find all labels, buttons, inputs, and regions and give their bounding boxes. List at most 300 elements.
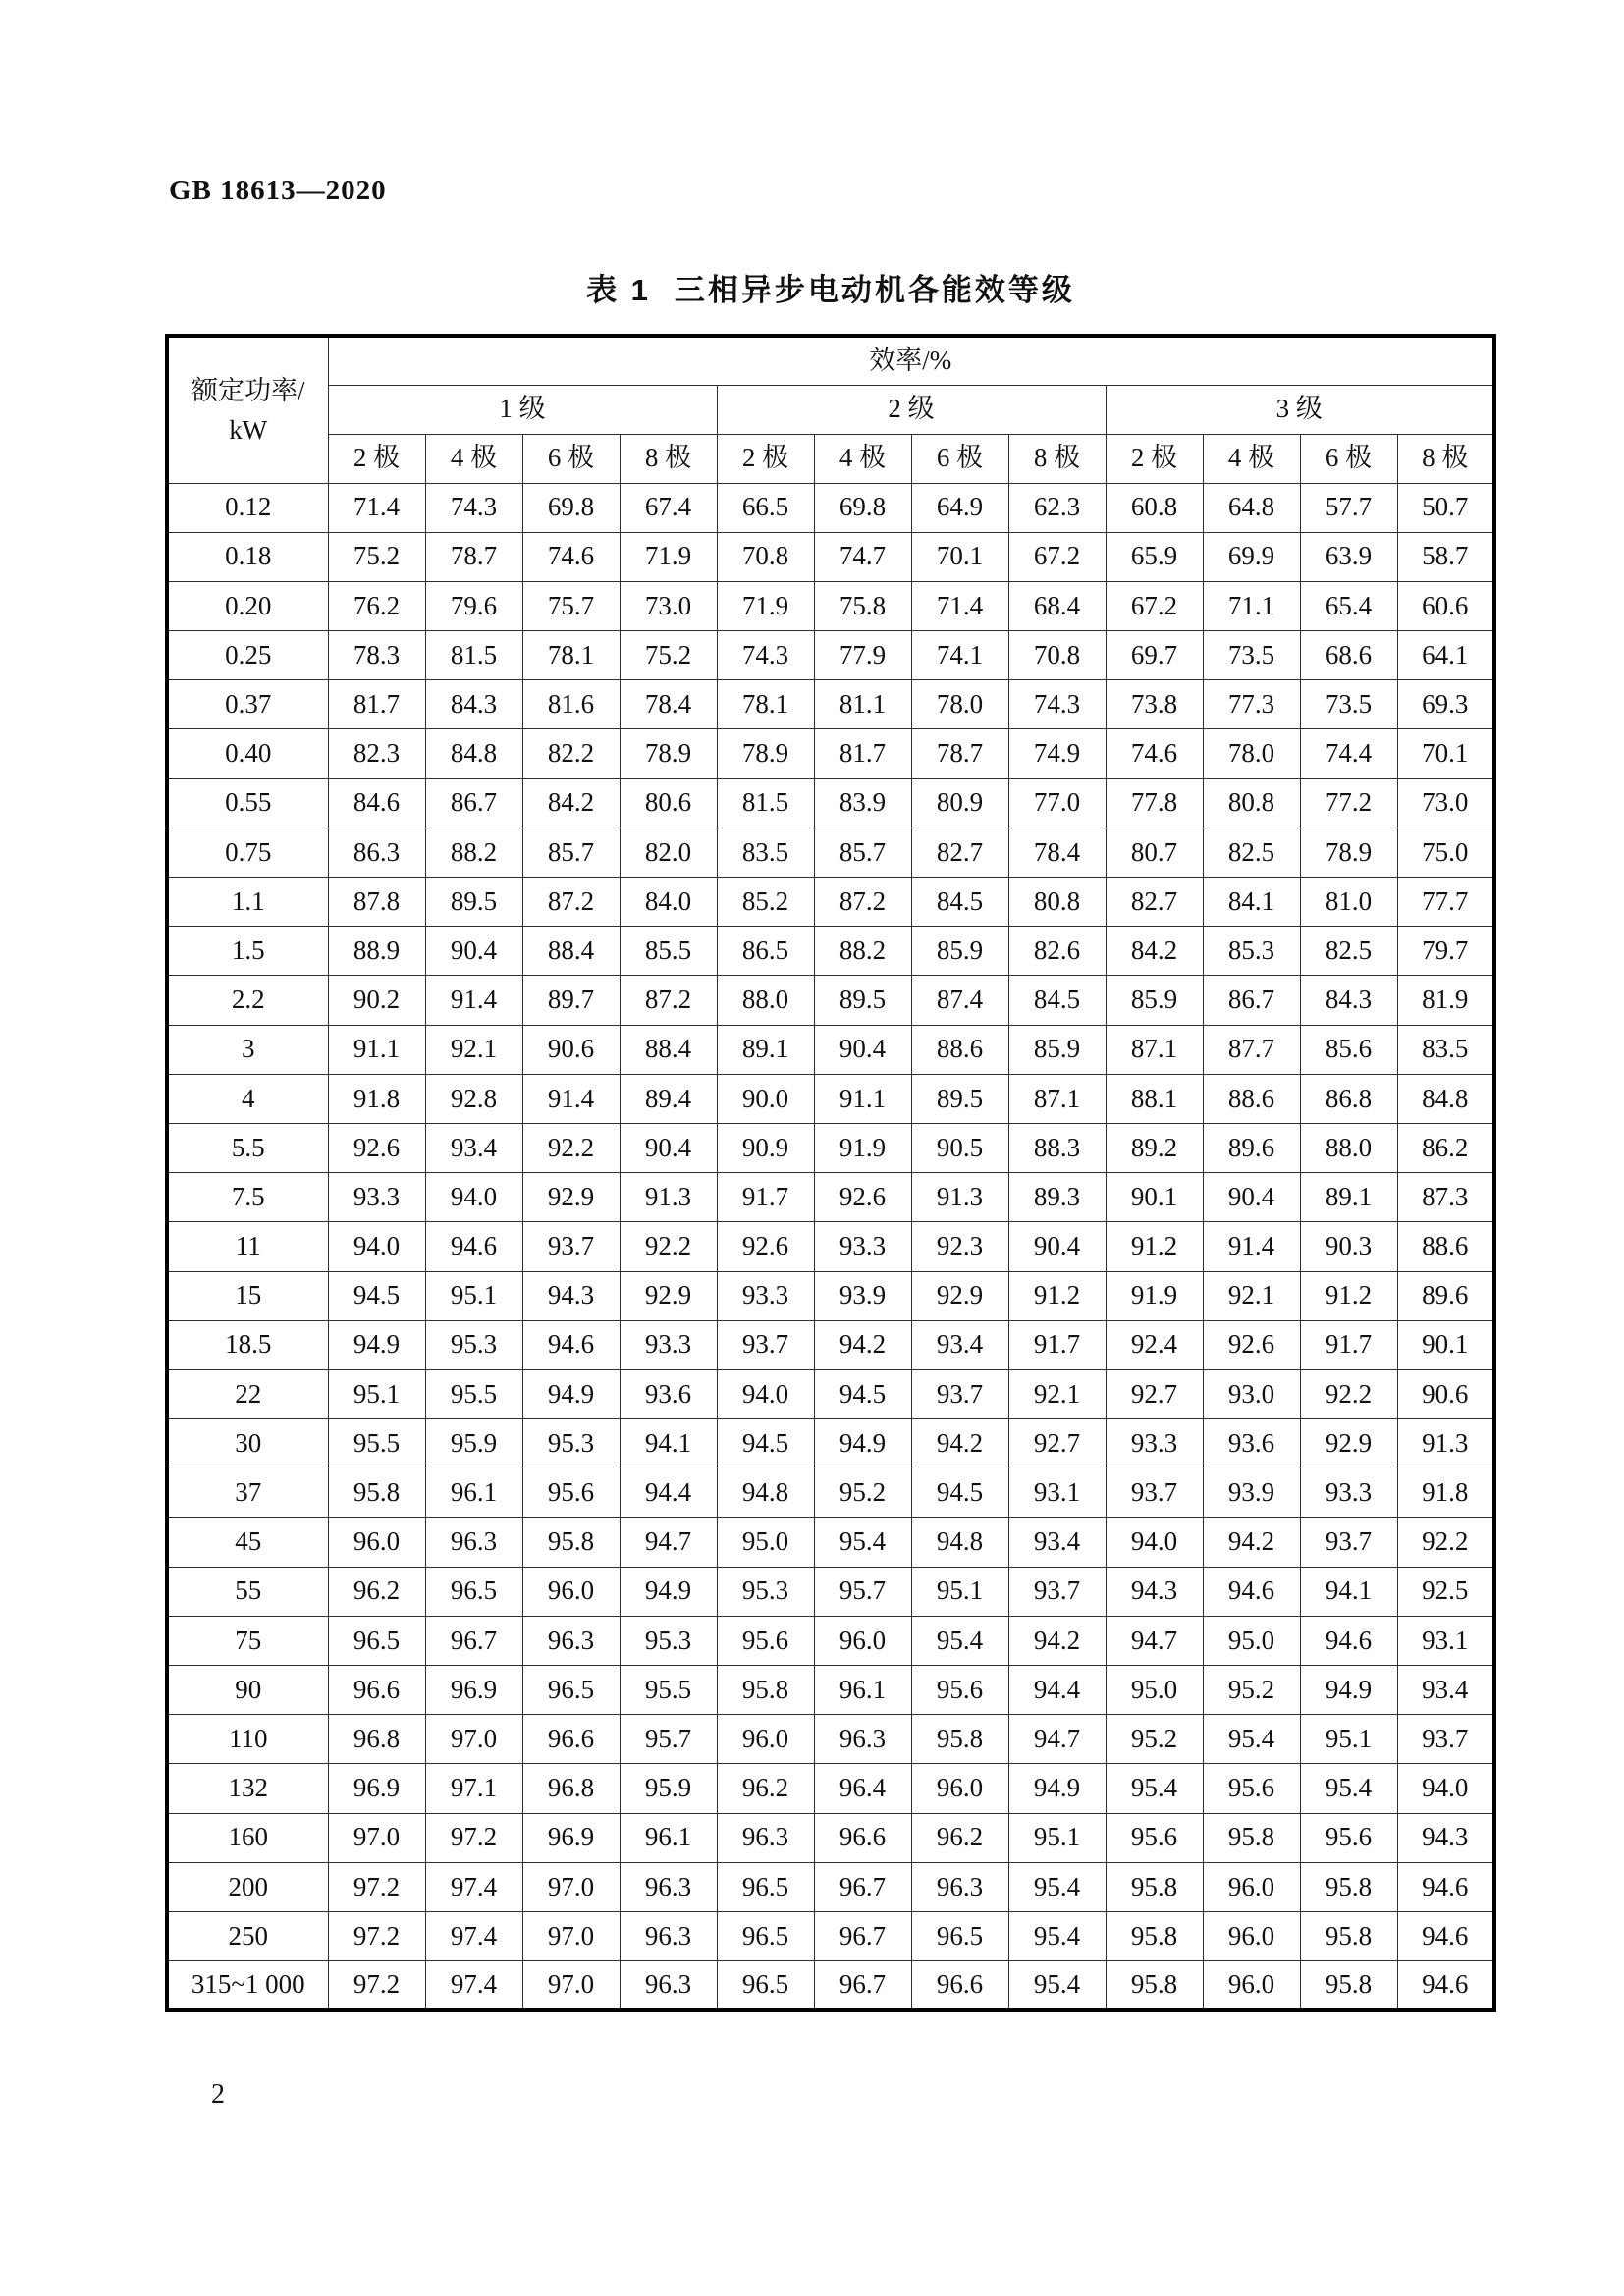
efficiency-value-cell: 96.0 [1203, 1961, 1300, 2010]
efficiency-value-cell: 97.2 [328, 1862, 425, 1911]
efficiency-value-cell: 85.7 [814, 828, 911, 877]
efficiency-value-cell: 95.4 [1203, 1715, 1300, 1764]
efficiency-value-cell: 96.3 [717, 1813, 814, 1862]
table-row [167, 1320, 1494, 1369]
efficiency-value-cell: 92.4 [1106, 1320, 1203, 1369]
efficiency-value-cell: 92.6 [1203, 1320, 1300, 1369]
efficiency-value-cell: 82.6 [1008, 927, 1106, 976]
efficiency-value-cell: 97.0 [522, 1862, 620, 1911]
efficiency-value-cell: 91.3 [911, 1173, 1008, 1222]
efficiency-value-cell: 82.7 [1106, 878, 1203, 927]
power-cell: 37 [167, 1468, 328, 1518]
table-row [167, 1862, 1494, 1911]
table-row [167, 1369, 1494, 1418]
efficiency-value-cell: 81.1 [814, 680, 911, 729]
efficiency-value-cell: 93.7 [1106, 1468, 1203, 1518]
efficiency-value-cell: 87.4 [911, 976, 1008, 1025]
efficiency-value-cell: 96.0 [328, 1518, 425, 1567]
efficiency-value-cell: 85.7 [522, 828, 620, 877]
efficiency-value-cell: 93.7 [522, 1222, 620, 1271]
efficiency-value-cell: 69.7 [1106, 631, 1203, 680]
efficiency-value-cell: 88.0 [1300, 1123, 1397, 1172]
power-cell: 160 [167, 1813, 328, 1862]
power-cell: 30 [167, 1419, 328, 1468]
power-cell: 15 [167, 1271, 328, 1320]
efficiency-value-cell: 89.6 [1397, 1271, 1494, 1320]
efficiency-value-cell: 92.2 [1397, 1518, 1494, 1567]
efficiency-value-cell: 96.5 [911, 1911, 1008, 1960]
efficiency-value-cell: 77.8 [1106, 778, 1203, 828]
efficiency-value-cell: 95.8 [522, 1518, 620, 1567]
page-number: 2 [211, 2079, 225, 2109]
efficiency-value-cell: 83.5 [717, 828, 814, 877]
efficiency-value-cell: 74.3 [1008, 680, 1106, 729]
power-cell: 250 [167, 1911, 328, 1960]
efficiency-value-cell: 87.2 [620, 976, 717, 1025]
efficiency-value-cell: 71.9 [717, 581, 814, 630]
efficiency-value-cell: 80.6 [620, 778, 717, 828]
efficiency-value-cell: 96.3 [911, 1862, 1008, 1911]
efficiency-value-cell: 95.8 [328, 1468, 425, 1518]
efficiency-value-cell: 85.9 [911, 927, 1008, 976]
header-row-poles [167, 434, 1494, 483]
table-row [167, 1616, 1494, 1665]
efficiency-value-cell: 80.9 [911, 778, 1008, 828]
efficiency-value-cell: 92.9 [1300, 1419, 1397, 1468]
efficiency-value-cell: 95.2 [814, 1468, 911, 1518]
efficiency-value-cell: 90.1 [1397, 1320, 1494, 1369]
efficiency-value-cell: 91.4 [1203, 1222, 1300, 1271]
efficiency-value-cell: 93.3 [620, 1320, 717, 1369]
efficiency-value-cell: 89.7 [522, 976, 620, 1025]
efficiency-value-cell: 96.5 [522, 1666, 620, 1715]
efficiency-value-cell: 86.5 [717, 927, 814, 976]
efficiency-value-cell: 95.1 [911, 1567, 1008, 1616]
efficiency-value-cell: 90.3 [1300, 1222, 1397, 1271]
efficiency-value-cell: 95.3 [717, 1567, 814, 1616]
efficiency-value-cell: 84.5 [1008, 976, 1106, 1025]
efficiency-value-cell: 96.7 [814, 1862, 911, 1911]
efficiency-value-cell: 94.0 [425, 1173, 522, 1222]
power-cell: 0.12 [167, 483, 328, 532]
power-cell: 1.1 [167, 878, 328, 927]
efficiency-value-cell: 91.4 [522, 1074, 620, 1123]
efficiency-value-cell: 96.0 [911, 1764, 1008, 1813]
efficiency-value-cell: 78.9 [620, 729, 717, 778]
efficiency-value-cell: 88.6 [911, 1025, 1008, 1074]
efficiency-value-cell: 66.5 [717, 483, 814, 532]
efficiency-value-cell: 84.5 [911, 878, 1008, 927]
efficiency-value-cell: 81.5 [425, 631, 522, 680]
efficiency-value-cell: 96.7 [425, 1616, 522, 1665]
efficiency-value-cell: 86.7 [425, 778, 522, 828]
efficiency-value-cell: 95.8 [1106, 1911, 1203, 1960]
efficiency-value-cell: 82.5 [1203, 828, 1300, 877]
efficiency-value-cell: 71.4 [911, 581, 1008, 630]
efficiency-value-cell: 97.4 [425, 1911, 522, 1960]
efficiency-value-cell: 93.1 [1397, 1616, 1494, 1665]
efficiency-value-cell: 95.5 [620, 1666, 717, 1715]
efficiency-value-cell: 88.2 [425, 828, 522, 877]
efficiency-value-cell: 89.5 [911, 1074, 1008, 1123]
efficiency-value-cell: 91.9 [1106, 1271, 1203, 1320]
efficiency-value-cell: 85.5 [620, 927, 717, 976]
efficiency-value-cell: 75.7 [522, 581, 620, 630]
efficiency-value-cell: 93.3 [328, 1173, 425, 1222]
efficiency-value-cell: 92.6 [814, 1173, 911, 1222]
table-row [167, 1567, 1494, 1616]
efficiency-value-cell: 95.4 [814, 1518, 911, 1567]
efficiency-value-cell: 97.4 [425, 1862, 522, 1911]
efficiency-value-cell: 96.7 [814, 1961, 911, 2010]
efficiency-value-cell: 82.2 [522, 729, 620, 778]
table-title [165, 265, 1496, 309]
table-row [167, 976, 1494, 1025]
table-row [167, 483, 1494, 532]
efficiency-value-cell: 95.4 [911, 1616, 1008, 1665]
efficiency-value-cell: 96.3 [620, 1862, 717, 1911]
efficiency-value-cell: 84.3 [1300, 976, 1397, 1025]
efficiency-value-cell: 88.6 [1397, 1222, 1494, 1271]
efficiency-value-cell: 90.6 [522, 1025, 620, 1074]
efficiency-value-cell: 94.9 [1300, 1666, 1397, 1715]
efficiency-value-cell: 84.1 [1203, 878, 1300, 927]
efficiency-value-cell: 71.4 [328, 483, 425, 532]
table-row [167, 1271, 1494, 1320]
efficiency-value-cell: 96.1 [814, 1666, 911, 1715]
efficiency-value-cell: 75.8 [814, 581, 911, 630]
efficiency-value-cell: 69.9 [1203, 532, 1300, 581]
efficiency-value-cell: 96.6 [814, 1813, 911, 1862]
power-cell: 2.2 [167, 976, 328, 1025]
efficiency-value-cell: 95.1 [328, 1369, 425, 1418]
efficiency-value-cell: 92.6 [328, 1123, 425, 1172]
power-cell: 90 [167, 1666, 328, 1715]
efficiency-value-cell: 97.2 [328, 1961, 425, 2010]
efficiency-value-cell: 74.4 [1300, 729, 1397, 778]
power-cell: 0.75 [167, 828, 328, 877]
efficiency-value-cell: 91.3 [620, 1173, 717, 1222]
efficiency-value-cell: 85.3 [1203, 927, 1300, 976]
efficiency-value-cell: 95.0 [717, 1518, 814, 1567]
efficiency-value-cell: 74.6 [1106, 729, 1203, 778]
efficiency-value-cell: 94.4 [1008, 1666, 1106, 1715]
grade-header-1: 1 级 [328, 385, 717, 434]
power-cell: 75 [167, 1616, 328, 1665]
efficiency-value-cell: 70.1 [911, 532, 1008, 581]
efficiency-value-cell: 93.3 [1300, 1468, 1397, 1518]
efficiency-value-cell: 96.3 [814, 1715, 911, 1764]
efficiency-value-cell: 94.2 [1203, 1518, 1300, 1567]
efficiency-value-cell: 95.0 [1203, 1616, 1300, 1665]
efficiency-value-cell: 87.3 [1397, 1173, 1494, 1222]
efficiency-value-cell: 97.0 [522, 1911, 620, 1960]
efficiency-value-cell: 74.7 [814, 532, 911, 581]
efficiency-value-cell: 77.2 [1300, 778, 1397, 828]
efficiency-value-cell: 94.0 [1397, 1764, 1494, 1813]
pole-header-g2-4极: 4 极 [814, 434, 911, 483]
table-row [167, 1173, 1494, 1222]
efficiency-value-cell: 96.0 [1203, 1911, 1300, 1960]
efficiency-value-cell: 74.3 [425, 483, 522, 532]
efficiency-value-cell: 92.1 [1008, 1369, 1106, 1418]
efficiency-value-cell: 95.8 [1106, 1862, 1203, 1911]
pole-header-g3-2极: 2 极 [1106, 434, 1203, 483]
efficiency-value-cell: 94.6 [1203, 1567, 1300, 1616]
grade-header-2: 2 级 [717, 385, 1106, 434]
table-row [167, 1666, 1494, 1715]
efficiency-value-cell: 97.2 [425, 1813, 522, 1862]
efficiency-value-cell: 93.4 [1397, 1666, 1494, 1715]
efficiency-value-cell: 94.2 [814, 1320, 911, 1369]
efficiency-value-cell: 97.2 [328, 1911, 425, 1960]
efficiency-value-cell: 76.2 [328, 581, 425, 630]
efficiency-value-cell: 93.7 [1300, 1518, 1397, 1567]
efficiency-value-cell: 68.6 [1300, 631, 1397, 680]
efficiency-value-cell: 87.2 [522, 878, 620, 927]
table-row [167, 1074, 1494, 1123]
efficiency-value-cell: 95.4 [1008, 1961, 1106, 2010]
efficiency-value-cell: 94.9 [328, 1320, 425, 1369]
efficiency-value-cell: 95.8 [1106, 1961, 1203, 2010]
efficiency-value-cell: 82.7 [911, 828, 1008, 877]
efficiency-value-cell: 57.7 [1300, 483, 1397, 532]
efficiency-value-cell: 92.7 [1106, 1369, 1203, 1418]
efficiency-header: 效率/% [328, 336, 1494, 385]
efficiency-value-cell: 95.3 [620, 1616, 717, 1665]
pole-header-g1-6极: 6 极 [522, 434, 620, 483]
power-cell: 0.37 [167, 680, 328, 729]
efficiency-value-cell: 95.4 [1008, 1862, 1106, 1911]
efficiency-value-cell: 96.8 [328, 1715, 425, 1764]
efficiency-value-cell: 58.7 [1397, 532, 1494, 581]
table-row [167, 581, 1494, 630]
efficiency-value-cell: 88.2 [814, 927, 911, 976]
efficiency-value-cell: 95.8 [1300, 1911, 1397, 1960]
efficiency-value-cell: 94.6 [1397, 1911, 1494, 1960]
efficiency-value-cell: 71.1 [1203, 581, 1300, 630]
efficiency-value-cell: 91.8 [1397, 1468, 1494, 1518]
efficiency-value-cell: 88.1 [1106, 1074, 1203, 1123]
efficiency-value-cell: 95.6 [1203, 1764, 1300, 1813]
table-row [167, 1025, 1494, 1074]
pole-header-g1-4极: 4 极 [425, 434, 522, 483]
efficiency-value-cell: 82.5 [1300, 927, 1397, 976]
efficiency-value-cell: 84.8 [425, 729, 522, 778]
efficiency-value-cell: 73.5 [1300, 680, 1397, 729]
table-row [167, 1813, 1494, 1862]
efficiency-value-cell: 86.8 [1300, 1074, 1397, 1123]
efficiency-value-cell: 95.4 [1300, 1764, 1397, 1813]
efficiency-value-cell: 94.6 [522, 1320, 620, 1369]
efficiency-value-cell: 78.1 [717, 680, 814, 729]
power-cell: 11 [167, 1222, 328, 1271]
grade-header-3: 3 级 [1106, 385, 1494, 434]
efficiency-value-cell: 94.0 [1106, 1518, 1203, 1567]
efficiency-value-cell: 95.8 [911, 1715, 1008, 1764]
efficiency-value-cell: 96.0 [522, 1567, 620, 1616]
efficiency-value-cell: 92.6 [717, 1222, 814, 1271]
table-row [167, 927, 1494, 976]
efficiency-value-cell: 94.5 [328, 1271, 425, 1320]
efficiency-value-cell: 94.8 [717, 1468, 814, 1518]
efficiency-value-cell: 81.7 [814, 729, 911, 778]
efficiency-value-cell: 69.3 [1397, 680, 1494, 729]
pole-header-g2-6极: 6 极 [911, 434, 1008, 483]
efficiency-value-cell: 87.1 [1008, 1074, 1106, 1123]
efficiency-value-cell: 90.4 [1008, 1222, 1106, 1271]
efficiency-value-cell: 92.9 [522, 1173, 620, 1222]
power-cell: 0.18 [167, 532, 328, 581]
table-label: 表 1 [586, 273, 651, 307]
efficiency-value-cell: 87.8 [328, 878, 425, 927]
table-row [167, 878, 1494, 927]
efficiency-value-cell: 78.9 [1300, 828, 1397, 877]
efficiency-value-cell: 94.9 [620, 1567, 717, 1616]
efficiency-value-cell: 85.9 [1106, 976, 1203, 1025]
efficiency-value-cell: 90.1 [1106, 1173, 1203, 1222]
efficiency-value-cell: 93.3 [717, 1271, 814, 1320]
efficiency-value-cell: 85.2 [717, 878, 814, 927]
efficiency-value-cell: 94.8 [911, 1518, 1008, 1567]
standard-number: GB 18613—2020 [169, 175, 387, 206]
efficiency-value-cell: 84.2 [1106, 927, 1203, 976]
efficiency-value-cell: 81.5 [717, 778, 814, 828]
pole-header-g2-2极: 2 极 [717, 434, 814, 483]
efficiency-value-cell: 84.3 [425, 680, 522, 729]
efficiency-value-cell: 91.2 [1300, 1271, 1397, 1320]
efficiency-value-cell: 91.9 [814, 1123, 911, 1172]
rated-power-header [167, 336, 328, 483]
efficiency-value-cell: 83.9 [814, 778, 911, 828]
efficiency-value-cell: 67.4 [620, 483, 717, 532]
efficiency-value-cell: 96.3 [620, 1911, 717, 1960]
efficiency-value-cell: 77.9 [814, 631, 911, 680]
efficiency-value-cell: 68.4 [1008, 581, 1106, 630]
power-cell: 7.5 [167, 1173, 328, 1222]
efficiency-value-cell: 94.6 [1397, 1961, 1494, 2010]
efficiency-value-cell: 93.9 [814, 1271, 911, 1320]
efficiency-value-cell: 94.5 [911, 1468, 1008, 1518]
efficiency-value-cell: 90.6 [1397, 1369, 1494, 1418]
efficiency-value-cell: 96.2 [717, 1764, 814, 1813]
efficiency-value-cell: 77.0 [1008, 778, 1106, 828]
efficiency-value-cell: 78.7 [911, 729, 1008, 778]
efficiency-value-cell: 95.9 [425, 1419, 522, 1468]
efficiency-value-cell: 64.9 [911, 483, 1008, 532]
efficiency-value-cell: 93.6 [1203, 1419, 1300, 1468]
efficiency-value-cell: 89.6 [1203, 1123, 1300, 1172]
efficiency-value-cell: 83.5 [1397, 1025, 1494, 1074]
table-row [167, 1715, 1494, 1764]
efficiency-value-cell: 97.0 [522, 1961, 620, 2010]
efficiency-value-cell: 65.9 [1106, 532, 1203, 581]
efficiency-value-cell: 78.1 [522, 631, 620, 680]
efficiency-value-cell: 89.1 [717, 1025, 814, 1074]
rated-power-header-line2: kW [229, 414, 268, 445]
efficiency-value-cell: 96.4 [814, 1764, 911, 1813]
efficiency-value-cell: 70.1 [1397, 729, 1494, 778]
efficiency-value-cell: 92.7 [1008, 1419, 1106, 1468]
efficiency-value-cell: 95.2 [1106, 1715, 1203, 1764]
efficiency-value-cell: 81.7 [328, 680, 425, 729]
efficiency-value-cell: 92.8 [425, 1074, 522, 1123]
efficiency-value-cell: 92.2 [522, 1123, 620, 1172]
efficiency-value-cell: 91.3 [1397, 1419, 1494, 1468]
efficiency-value-cell: 96.1 [425, 1468, 522, 1518]
efficiency-value-cell: 78.4 [620, 680, 717, 729]
efficiency-value-cell: 91.8 [328, 1074, 425, 1123]
efficiency-value-cell: 96.0 [1203, 1862, 1300, 1911]
efficiency-value-cell: 91.1 [814, 1074, 911, 1123]
efficiency-value-cell: 80.8 [1203, 778, 1300, 828]
power-cell: 4 [167, 1074, 328, 1123]
table-row [167, 680, 1494, 729]
efficiency-value-cell: 95.7 [620, 1715, 717, 1764]
efficiency-value-cell: 94.9 [814, 1419, 911, 1468]
efficiency-value-cell: 94.6 [425, 1222, 522, 1271]
power-cell: 0.25 [167, 631, 328, 680]
efficiency-value-cell: 96.9 [522, 1813, 620, 1862]
efficiency-value-cell: 75.2 [328, 532, 425, 581]
efficiency-value-cell: 96.5 [717, 1911, 814, 1960]
efficiency-value-cell: 63.9 [1300, 532, 1397, 581]
efficiency-value-cell: 74.3 [717, 631, 814, 680]
efficiency-value-cell: 81.0 [1300, 878, 1397, 927]
efficiency-value-cell: 95.8 [1300, 1961, 1397, 2010]
efficiency-value-cell: 94.2 [1008, 1616, 1106, 1665]
efficiency-value-cell: 94.5 [717, 1419, 814, 1468]
efficiency-value-cell: 88.4 [620, 1025, 717, 1074]
efficiency-value-cell: 67.2 [1106, 581, 1203, 630]
efficiency-value-cell: 94.0 [717, 1369, 814, 1418]
power-cell: 0.40 [167, 729, 328, 778]
efficiency-value-cell: 95.1 [1300, 1715, 1397, 1764]
efficiency-value-cell: 88.9 [328, 927, 425, 976]
efficiency-value-cell: 95.2 [1203, 1666, 1300, 1715]
power-cell: 5.5 [167, 1123, 328, 1172]
efficiency-value-cell: 91.4 [425, 976, 522, 1025]
power-cell: 0.55 [167, 778, 328, 828]
efficiency-value-cell: 85.9 [1008, 1025, 1106, 1074]
efficiency-value-cell: 81.6 [522, 680, 620, 729]
efficiency-value-cell: 79.6 [425, 581, 522, 630]
efficiency-value-cell: 95.6 [1106, 1813, 1203, 1862]
efficiency-value-cell: 94.1 [620, 1419, 717, 1468]
efficiency-table [165, 334, 1496, 2012]
efficiency-value-cell: 94.6 [1397, 1862, 1494, 1911]
table-row [167, 1764, 1494, 1813]
efficiency-value-cell: 93.7 [717, 1320, 814, 1369]
efficiency-value-cell: 95.3 [522, 1419, 620, 1468]
efficiency-value-cell: 96.5 [717, 1862, 814, 1911]
efficiency-value-cell: 88.3 [1008, 1123, 1106, 1172]
efficiency-value-cell: 62.3 [1008, 483, 1106, 532]
table-name: 三相异步电动机各能效等级 [674, 273, 1075, 307]
efficiency-value-cell: 94.5 [814, 1369, 911, 1418]
efficiency-value-cell: 69.8 [814, 483, 911, 532]
power-cell: 110 [167, 1715, 328, 1764]
efficiency-value-cell: 78.4 [1008, 828, 1106, 877]
efficiency-value-cell: 91.7 [1008, 1320, 1106, 1369]
efficiency-value-cell: 64.8 [1203, 483, 1300, 532]
efficiency-value-cell: 91.7 [1300, 1320, 1397, 1369]
efficiency-value-cell: 92.2 [1300, 1369, 1397, 1418]
efficiency-value-cell: 96.2 [328, 1567, 425, 1616]
efficiency-value-cell: 84.0 [620, 878, 717, 927]
rated-power-header-line1: 额定功率/ [190, 375, 305, 405]
efficiency-value-cell: 75.0 [1397, 828, 1494, 877]
